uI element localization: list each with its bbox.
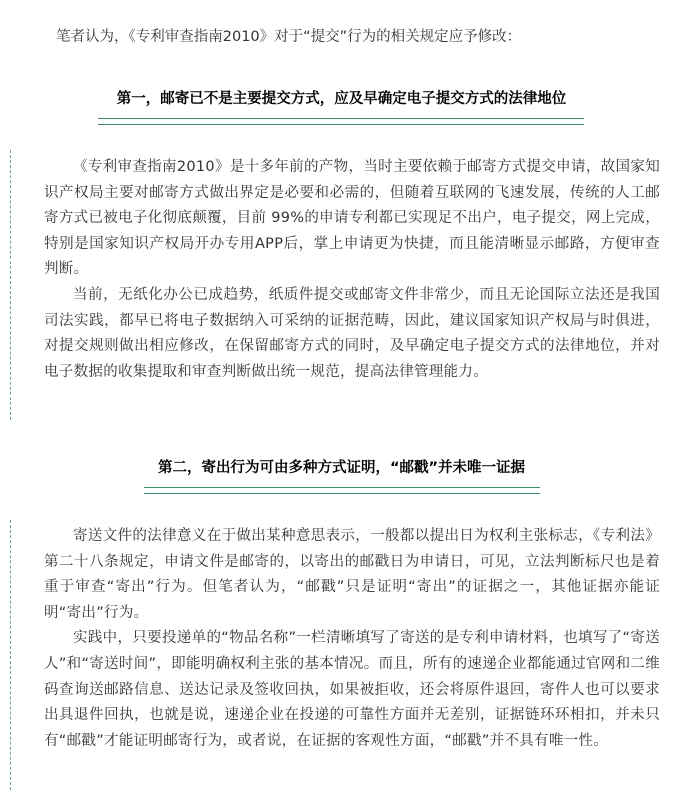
section2-paragraph-1: 寄送文件的法律意义在于做出某种意思表示，一般都以提出日为权利主张标志，《专利法》第二十八条规定，申请文件是邮寄的，以寄出的邮戳日为申请日，可见，立法判断标尺也是着重于审查“寄出”行为。但笔者认为，“邮戳”只是证明“寄出”的证据之一，其他证据亦能证明“寄出”行为。 xyxy=(44,528,660,621)
section2-heading-underline xyxy=(144,487,540,494)
section2-heading: 第二，寄出行为可由多种方式证明，“邮戳”并未唯一证据 xyxy=(157,460,526,476)
section2-paragraph-2: 实践中，只要投递单的“物品名称”一栏清晰填写了寄送的是专利申请材料，也填写了“寄送人”和“寄送时间”，即能明确权利主张的基本情况。而且，所有的速递企业都能通过官网和二维码查询送邮路信息、送达记录及签收回执，如果被拒收，还会将原件退回，寄件人也可以要求出具退件回执，也就是说，速递企业在投递的可靠性方面并无差别，证据链环环相扣，并未只有“邮戳”才能证明邮寄行为，或者说，在证据的客观性方面，“邮戳”并不具有唯一性。 xyxy=(44,630,660,749)
section1-heading: 第一，邮寄已不是主要提交方式，应及早确定电子提交方式的法律地位 xyxy=(116,91,567,107)
section1-paragraph-2: 当前，无纸化办公已成趋势，纸质件提交或邮寄文件非常少，而且无论国际立法还是我国司法实践，都早已将电子数据纳入可采纳的证据范畴，因此，建议国家知识产权局与时俱进，对提交规则做出相应修改，在保留邮寄方式的同时，及早确定电子提交方式的法律地位，并对电子数据的收集提取和审查判断做出统一规范，提高法律管理能力。 xyxy=(44,286,660,380)
section1-body xyxy=(10,150,660,420)
section2-body xyxy=(10,520,660,790)
section1-paragraph-1: 《专利审查指南2010》是十多年前的产物，当时主要依赖于邮寄方式提交申请，故国家知识产权局主要对邮寄方式做出界定是必要和必需的，但随着互联网的飞速发展，传统的人工邮寄方式已被电子化彻底颠覆，目前 99%的申请专利都已实现足不出户，电子提交，网上完成，特别是国家知识产权局开办专用APP后，掌上申请更为快捷，而且能清晰显示邮路，方便审查判断。 xyxy=(44,159,660,278)
intro-text: 笔者认为，《专利审查指南2010》对于“提交”行为的相关规定应予修改： xyxy=(56,29,522,45)
section2-heading-block xyxy=(0,457,683,479)
section1-heading-block xyxy=(0,88,683,110)
section1-heading-underline xyxy=(98,118,584,125)
